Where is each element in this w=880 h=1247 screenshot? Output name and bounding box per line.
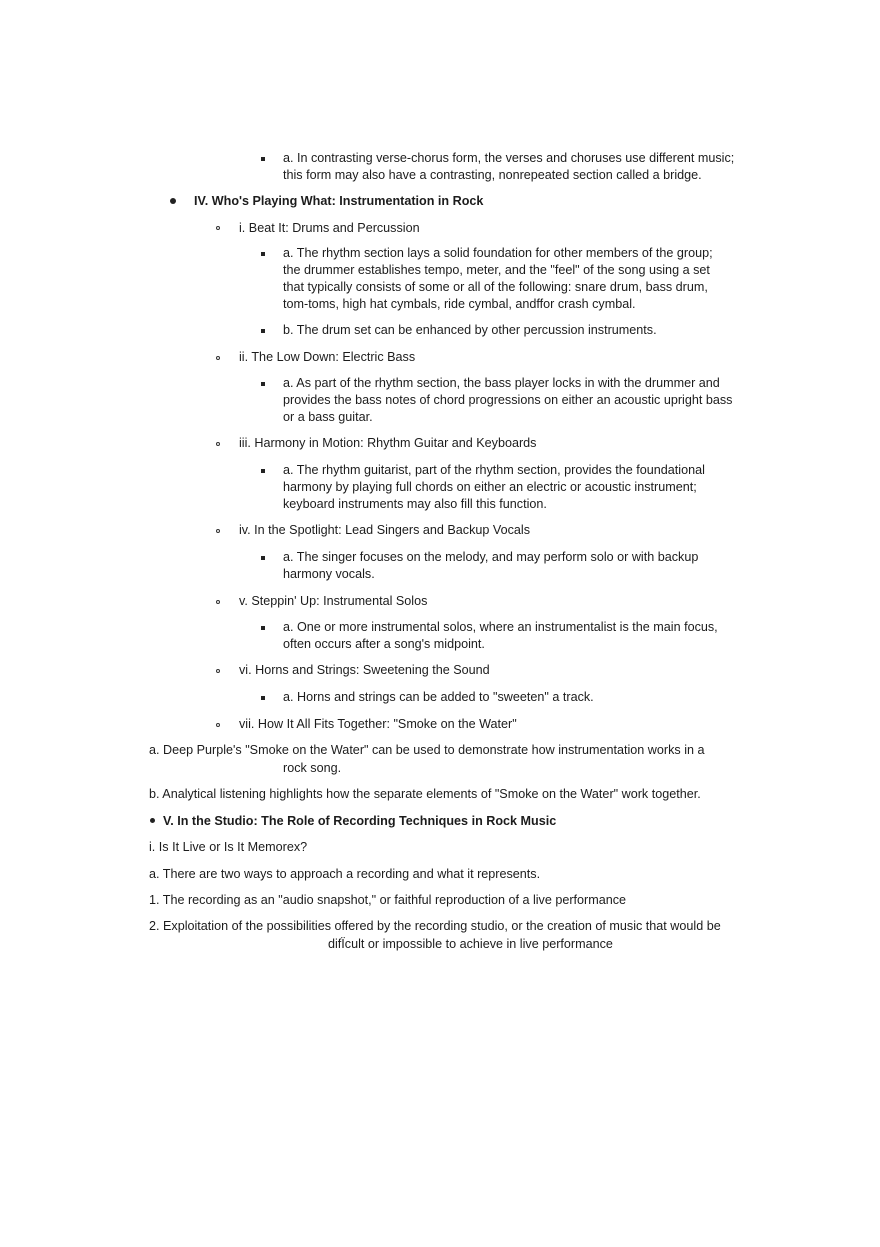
circle-bullet-icon (216, 529, 220, 533)
outline-text-line: harmony by playing full chords on either an electric or acoustic instrument; (283, 480, 697, 494)
outline-text-line: a. The singer focuses on the melody, and may perform solo or with backup (283, 550, 699, 564)
circle-bullet-icon (216, 600, 220, 604)
circle-bullet-icon (216, 669, 220, 673)
paragraph-line: a. There are two ways to approach a recording and what it represents. (149, 867, 541, 881)
outline-text-line: provides the bass notes of chord progressions on either an acoustic upright bass (283, 393, 733, 407)
circle-bullet-icon (216, 442, 220, 446)
square-bullet-icon (261, 556, 265, 560)
circle-bullet-icon (216, 723, 220, 727)
subheading-steppin: v. Steppin' Up: Instrumental Solos (239, 594, 428, 608)
subheading-harmony: iii. Harmony in Motion: Rhythm Guitar and Keyboards (239, 436, 537, 450)
subheading-fits: vii. How It All Fits Together: "Smoke on the Water" (239, 717, 517, 731)
outline-text-line: tom-toms, high hat cymbals, ride cymbal, andffor crash cymbal. (283, 297, 636, 311)
outline-text-line: a. In contrasting verse-chorus form, the verses and choruses use different music; (283, 151, 735, 165)
paragraph-line: b. Analytical listening highlights how the separate elements of "Smoke on the Water" work together. (149, 787, 701, 801)
paragraph-line: i. Is It Live or Is It Memorex? (149, 840, 308, 854)
square-bullet-icon (261, 469, 265, 473)
paragraph-line: 1. The recording as an "audio snapshot," or faithful reproduction of a live performance (149, 893, 627, 907)
subheading-beat-it: i. Beat It: Drums and Percussion (239, 221, 420, 235)
square-bullet-icon (261, 329, 265, 333)
subheading-horns: vi. Horns and Strings: Sweetening the Sound (239, 663, 490, 677)
square-bullet-icon (261, 626, 265, 630)
square-bullet-icon (261, 696, 265, 700)
outline-text-line: a. The rhythm guitarist, part of the rhythm section, provides the foundational (283, 463, 705, 477)
square-bullet-icon (261, 382, 265, 386)
square-bullet-icon (261, 157, 265, 161)
outline-text-line: a. Horns and strings can be added to "sweeten" a track. (283, 690, 594, 704)
paragraph-line: difÏcult or impossible to achieve in live performance (328, 937, 613, 951)
section-heading-iv: IV. Who's Playing What: Instrumentation in Rock (194, 194, 484, 208)
outline-text-line: that typically consists of some or all of the following: snare drum, bass drum, (283, 280, 708, 294)
outline-text-line: b. The drum set can be enhanced by other percussion instruments. (283, 323, 657, 337)
outline-text-line: this form may also have a contrasting, nonrepeated section called a bridge. (283, 168, 702, 182)
outline-text-line: keyboard instruments may also fill this function. (283, 497, 547, 511)
subheading-spotlight: iv. In the Spotlight: Lead Singers and Backup Vocals (239, 523, 531, 537)
outline-text-line: or a bass guitar. (283, 410, 373, 424)
disc-bullet-icon (150, 818, 155, 823)
paragraph-line: 2. Exploitation of the possibilities offered by the recording studio, or the creation of music that would be (149, 919, 721, 933)
circle-bullet-icon (216, 226, 220, 230)
outline-text-line: a. The rhythm section lays a solid foundation for other members of the group; (283, 246, 713, 260)
section-heading-v: V. In the Studio: The Role of Recording Techniques in Rock Music (163, 814, 557, 828)
outline-text-line: the drummer establishes tempo, meter, and the "feel" of the song using a set (283, 263, 710, 277)
square-bullet-icon (261, 252, 265, 256)
paragraph-line: a. Deep Purple's "Smoke on the Water" can be used to demonstrate how instrumentation works in a (149, 743, 705, 757)
outline-text-line: often occurs after a song's midpoint. (283, 637, 485, 651)
circle-bullet-icon (216, 356, 220, 360)
subheading-low-down: ii. The Low Down: Electric Bass (239, 350, 416, 364)
outline-text-line: harmony vocals. (283, 567, 375, 581)
paragraph-line: rock song. (283, 761, 342, 775)
disc-bullet-icon (170, 198, 176, 204)
outline-text-line: a. As part of the rhythm section, the bass player locks in with the drummer and (283, 376, 720, 390)
outline-text-line: a. One or more instrumental solos, where an instrumentalist is the main focus, (283, 620, 718, 634)
